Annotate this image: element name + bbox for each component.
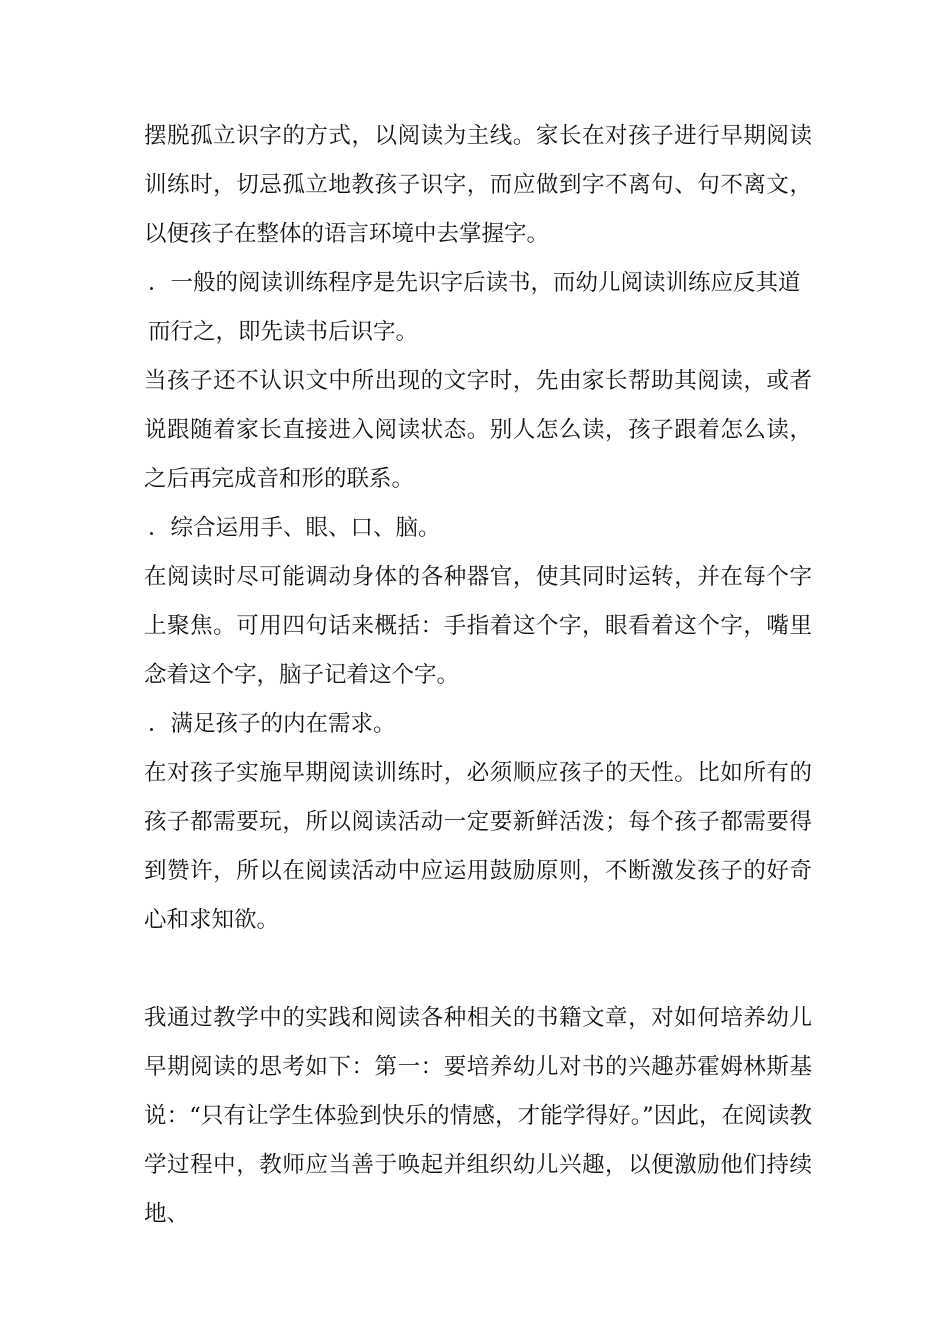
list-item-needs: ．满足孩子的内在需求。 bbox=[148, 711, 396, 737]
list-item-senses: ．综合运用手、眼、口、脑。 bbox=[148, 515, 441, 541]
paragraph-gap bbox=[144, 945, 812, 994]
paragraph-senses-detail: 在阅读时尽可能调动身体的各种器官，使其同时运转，并在每个字上聚焦。可用四句话来概括：手指着这个字，眼看着这个字，嘴里念着这个字，脑子记着这个字。 bbox=[144, 564, 812, 688]
paragraph-read-first-detail: 当孩子还不认识文中所出现的文字时，先由家长帮助其阅读，或者说跟随着家长直接进入阅读状态。别人怎么读，孩子跟着怎么读，之后再完成音和形的联系。 bbox=[144, 368, 812, 492]
list-item-read-first: ．一般的阅读训练程序是先识字后读书，而幼儿阅读训练应反其道而行之，即先读书后识字。 bbox=[148, 270, 801, 345]
paragraph-teaching-reflection: 我通过教学中的实践和阅读各种相关的书籍文章，对如何培养幼儿早期阅读的思考如下：第一：要培养幼儿对书的兴趣苏霍姆林斯基说：“只有让学生体验到快乐的情感，才能学得好。”因此，在阅读教学过程中，教师应当善于唤起并组织幼儿兴趣，以便激励他们持续地、 bbox=[144, 1005, 812, 1227]
paragraph-intro: 摆脱孤立识字的方式，以阅读为主线。家长在对孩子进行早期阅读训练时，切忌孤立地教孩子识字，而应做到字不离句、句不离文，以便孩子在整体的语言环境中去掌握字。 bbox=[144, 123, 812, 247]
paragraph-needs-detail: 在对孩子实施早期阅读训练时，必须顺应孩子的天性。比如所有的孩子都需要玩，所以阅读活动一定要新鲜活泼；每个孩子都需要得到赞许，所以在阅读活动中应运用鼓励原则，不断激发孩子的好奇心和求知欲。 bbox=[144, 760, 812, 933]
document-body bbox=[144, 112, 812, 1239]
